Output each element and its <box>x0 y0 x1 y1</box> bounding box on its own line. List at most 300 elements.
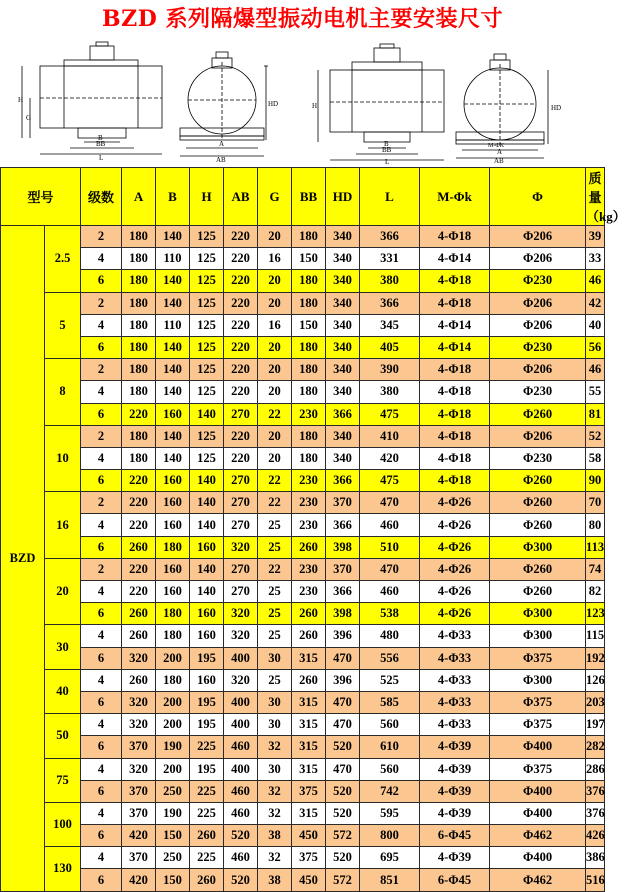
a-cell: 180 <box>122 292 156 314</box>
poles-cell: 6 <box>81 336 122 358</box>
l-cell: 585 <box>360 691 420 713</box>
b-cell: 140 <box>156 381 190 403</box>
l-cell: 800 <box>360 825 420 847</box>
hd-cell: 396 <box>326 625 360 647</box>
l-cell: 610 <box>360 736 420 758</box>
l-cell: 380 <box>360 270 420 292</box>
hd-cell: 520 <box>326 780 360 802</box>
poles-cell: 6 <box>81 603 122 625</box>
header-phi: Φ <box>490 168 586 226</box>
diameter-cell: Φ260 <box>490 558 586 580</box>
g-cell: 16 <box>258 248 292 270</box>
mounting-holes-cell: 4-Φ18 <box>420 270 490 292</box>
mounting-holes-cell: 4-Φ18 <box>420 403 490 425</box>
poles-cell: 6 <box>81 470 122 492</box>
b-cell: 140 <box>156 336 190 358</box>
b-cell: 250 <box>156 780 190 802</box>
h-cell: 125 <box>190 359 224 381</box>
hd-cell: 340 <box>326 425 360 447</box>
b-cell: 250 <box>156 847 190 869</box>
table-row <box>1 270 605 292</box>
l-cell: 475 <box>360 403 420 425</box>
a-cell: 420 <box>122 825 156 847</box>
table-row <box>1 780 605 802</box>
a-cell: 370 <box>122 802 156 824</box>
bb-cell: 180 <box>292 425 326 447</box>
hd-cell: 340 <box>326 359 360 381</box>
hd-cell: 470 <box>326 758 360 780</box>
ab-cell: 270 <box>224 403 258 425</box>
poles-cell: 6 <box>81 403 122 425</box>
table-body <box>1 226 605 892</box>
ab-cell: 520 <box>224 825 258 847</box>
g-cell: 32 <box>258 780 292 802</box>
diameter-cell: Φ260 <box>490 514 586 536</box>
bb-cell: 230 <box>292 581 326 603</box>
a-cell: 180 <box>122 425 156 447</box>
poles-cell: 2 <box>81 359 122 381</box>
h-cell: 225 <box>190 736 224 758</box>
mounting-holes-cell: 6-Φ45 <box>420 825 490 847</box>
hd-cell: 520 <box>326 802 360 824</box>
a-cell: 180 <box>122 314 156 336</box>
mounting-holes-cell: 4-Φ33 <box>420 691 490 713</box>
hd-cell: 370 <box>326 492 360 514</box>
h-cell: 260 <box>190 869 224 891</box>
l-cell: 475 <box>360 470 420 492</box>
bb-cell: 180 <box>292 292 326 314</box>
mass-cell: 386 <box>586 847 605 869</box>
vibration-force-cell: 20 <box>45 558 81 625</box>
g-cell: 20 <box>258 270 292 292</box>
hd-cell: 398 <box>326 603 360 625</box>
diameter-cell: Φ206 <box>490 314 586 336</box>
bb-cell: 450 <box>292 869 326 891</box>
bb-cell: 180 <box>292 226 326 248</box>
bb-cell: 315 <box>292 758 326 780</box>
hd-cell: 470 <box>326 714 360 736</box>
mass-cell: 376 <box>586 780 605 802</box>
diameter-cell: Φ400 <box>490 802 586 824</box>
hd-cell: 340 <box>326 447 360 469</box>
ab-cell: 220 <box>224 381 258 403</box>
mass-cell: 126 <box>586 669 605 691</box>
table-row <box>1 403 605 425</box>
table-row <box>1 381 605 403</box>
bb-cell: 315 <box>292 802 326 824</box>
table-row <box>1 825 605 847</box>
ab-cell: 270 <box>224 514 258 536</box>
l-cell: 595 <box>360 802 420 824</box>
b-cell: 110 <box>156 314 190 336</box>
mounting-holes-cell: 4-Φ39 <box>420 847 490 869</box>
bb-cell: 230 <box>292 492 326 514</box>
mounting-holes-cell: 4-Φ18 <box>420 292 490 314</box>
mounting-holes-cell: 4-Φ14 <box>420 314 490 336</box>
mass-cell: 46 <box>586 270 605 292</box>
mounting-holes-cell: 6-Φ45 <box>420 869 490 891</box>
l-cell: 460 <box>360 581 420 603</box>
mass-cell: 56 <box>586 336 605 358</box>
poles-cell: 2 <box>81 558 122 580</box>
h-cell: 140 <box>190 403 224 425</box>
bb-cell: 230 <box>292 514 326 536</box>
bb-cell: 180 <box>292 381 326 403</box>
mass-cell: 55 <box>586 381 605 403</box>
header-a: A <box>122 168 156 226</box>
hd-cell: 396 <box>326 669 360 691</box>
b-cell: 200 <box>156 758 190 780</box>
mass-cell: 197 <box>586 714 605 736</box>
dim-label: M-ΦK <box>488 143 505 149</box>
b-cell: 160 <box>156 470 190 492</box>
mass-cell: 115 <box>586 625 605 647</box>
g-cell: 20 <box>258 292 292 314</box>
l-cell: 366 <box>360 226 420 248</box>
header-ab: AB <box>224 168 258 226</box>
vibration-force-cell: 40 <box>45 669 81 713</box>
g-cell: 38 <box>258 825 292 847</box>
diameter-cell: Φ230 <box>490 447 586 469</box>
a-cell: 180 <box>122 270 156 292</box>
bb-cell: 315 <box>292 691 326 713</box>
g-cell: 32 <box>258 802 292 824</box>
diameter-cell: Φ400 <box>490 780 586 802</box>
a-cell: 320 <box>122 647 156 669</box>
table-row <box>1 492 605 514</box>
poles-cell: 2 <box>81 425 122 447</box>
a-cell: 220 <box>122 470 156 492</box>
mass-cell: 192 <box>586 647 605 669</box>
ab-cell: 270 <box>224 492 258 514</box>
mass-cell: 46 <box>586 359 605 381</box>
a-cell: 370 <box>122 780 156 802</box>
bb-cell: 230 <box>292 470 326 492</box>
diameter-cell: Φ400 <box>490 847 586 869</box>
l-cell: 345 <box>360 314 420 336</box>
b-cell: 150 <box>156 825 190 847</box>
g-cell: 22 <box>258 492 292 514</box>
drawing-end-view-right <box>456 54 561 165</box>
header-model: 型号 <box>1 168 81 226</box>
a-cell: 220 <box>122 492 156 514</box>
h-cell: 125 <box>190 381 224 403</box>
ab-cell: 270 <box>224 470 258 492</box>
g-cell: 20 <box>258 381 292 403</box>
diameter-cell: Φ462 <box>490 869 586 891</box>
bb-cell: 180 <box>292 359 326 381</box>
vibration-force-cell: 10 <box>45 425 81 492</box>
header-mk: M-Φk <box>420 168 490 226</box>
poles-cell: 2 <box>81 492 122 514</box>
l-cell: 460 <box>360 514 420 536</box>
bb-cell: 260 <box>292 669 326 691</box>
hd-cell: 520 <box>326 847 360 869</box>
diameter-cell: Φ230 <box>490 381 586 403</box>
mounting-holes-cell: 4-Φ39 <box>420 780 490 802</box>
mounting-holes-cell: 4-Φ26 <box>420 558 490 580</box>
diameter-cell: Φ462 <box>490 825 586 847</box>
dim-label: A <box>219 140 225 148</box>
poles-cell: 4 <box>81 847 122 869</box>
table-row <box>1 869 605 891</box>
l-cell: 410 <box>360 425 420 447</box>
mounting-holes-cell: 4-Φ26 <box>420 581 490 603</box>
ab-cell: 220 <box>224 270 258 292</box>
bb-cell: 315 <box>292 714 326 736</box>
diameter-cell: Φ260 <box>490 470 586 492</box>
poles-cell: 4 <box>81 714 122 736</box>
table-row <box>1 248 605 270</box>
l-cell: 695 <box>360 847 420 869</box>
b-cell: 150 <box>156 869 190 891</box>
mounting-holes-cell: 4-Φ33 <box>420 669 490 691</box>
dim-label: A <box>497 148 503 156</box>
dim-label: HD <box>268 100 279 108</box>
h-cell: 125 <box>190 248 224 270</box>
mass-cell: 516 <box>586 869 605 891</box>
l-cell: 380 <box>360 381 420 403</box>
a-cell: 220 <box>122 514 156 536</box>
hd-cell: 340 <box>326 336 360 358</box>
h-cell: 195 <box>190 758 224 780</box>
model-cell: BZD <box>1 226 45 892</box>
h-cell: 195 <box>190 647 224 669</box>
ab-cell: 320 <box>224 669 258 691</box>
vibration-force-cell: 16 <box>45 492 81 559</box>
b-cell: 190 <box>156 736 190 758</box>
hd-cell: 398 <box>326 536 360 558</box>
a-cell: 370 <box>122 847 156 869</box>
bb-cell: 230 <box>292 558 326 580</box>
mass-cell: 113 <box>586 536 605 558</box>
mass-cell: 203 <box>586 691 605 713</box>
g-cell: 20 <box>258 447 292 469</box>
mass-cell: 42 <box>586 292 605 314</box>
mounting-holes-cell: 4-Φ33 <box>420 625 490 647</box>
table-row <box>1 514 605 536</box>
a-cell: 320 <box>122 714 156 736</box>
l-cell: 390 <box>360 359 420 381</box>
dim-label: BB <box>96 140 106 148</box>
table-row <box>1 691 605 713</box>
poles-cell: 4 <box>81 381 122 403</box>
hd-cell: 340 <box>326 248 360 270</box>
g-cell: 16 <box>258 314 292 336</box>
l-cell: 742 <box>360 780 420 802</box>
mass-cell: 123 <box>586 603 605 625</box>
h-cell: 225 <box>190 802 224 824</box>
diameter-cell: Φ300 <box>490 625 586 647</box>
l-cell: 560 <box>360 758 420 780</box>
g-cell: 25 <box>258 536 292 558</box>
bb-cell: 375 <box>292 847 326 869</box>
g-cell: 32 <box>258 736 292 758</box>
table-row <box>1 292 605 314</box>
dim-label: B <box>98 134 103 142</box>
poles-cell: 4 <box>81 758 122 780</box>
h-cell: 125 <box>190 270 224 292</box>
g-cell: 25 <box>258 625 292 647</box>
hd-cell: 572 <box>326 869 360 891</box>
b-cell: 160 <box>156 581 190 603</box>
hd-cell: 340 <box>326 270 360 292</box>
mass-cell: 90 <box>586 470 605 492</box>
hd-cell: 340 <box>326 292 360 314</box>
diameter-cell: Φ260 <box>490 581 586 603</box>
mass-cell: 82 <box>586 581 605 603</box>
diameter-cell: Φ206 <box>490 292 586 314</box>
dim-label: H <box>18 96 24 104</box>
bb-cell: 180 <box>292 447 326 469</box>
ab-cell: 270 <box>224 558 258 580</box>
hd-cell: 572 <box>326 825 360 847</box>
diameter-cell: Φ206 <box>490 425 586 447</box>
installation-drawings <box>0 36 605 164</box>
mounting-holes-cell: 4-Φ14 <box>420 248 490 270</box>
a-cell: 370 <box>122 736 156 758</box>
g-cell: 20 <box>258 336 292 358</box>
h-cell: 125 <box>190 425 224 447</box>
l-cell: 851 <box>360 869 420 891</box>
diameter-cell: Φ230 <box>490 336 586 358</box>
h-cell: 140 <box>190 581 224 603</box>
bb-cell: 150 <box>292 248 326 270</box>
ab-cell: 520 <box>224 869 258 891</box>
bb-cell: 230 <box>292 403 326 425</box>
b-cell: 200 <box>156 714 190 736</box>
table-row <box>1 647 605 669</box>
ab-cell: 220 <box>224 226 258 248</box>
a-cell: 180 <box>122 381 156 403</box>
mass-cell: 80 <box>586 514 605 536</box>
h-cell: 160 <box>190 536 224 558</box>
hd-cell: 340 <box>326 314 360 336</box>
poles-cell: 4 <box>81 581 122 603</box>
poles-cell: 6 <box>81 647 122 669</box>
mounting-holes-cell: 4-Φ18 <box>420 470 490 492</box>
header-g: G <box>258 168 292 226</box>
mounting-holes-cell: 4-Φ18 <box>420 226 490 248</box>
b-cell: 190 <box>156 802 190 824</box>
a-cell: 260 <box>122 669 156 691</box>
dim-label: AB <box>216 156 226 164</box>
h-cell: 160 <box>190 625 224 647</box>
dim-label: HD <box>551 104 562 112</box>
ab-cell: 270 <box>224 581 258 603</box>
bb-cell: 260 <box>292 603 326 625</box>
g-cell: 20 <box>258 359 292 381</box>
bb-cell: 375 <box>292 780 326 802</box>
b-cell: 160 <box>156 492 190 514</box>
h-cell: 140 <box>190 558 224 580</box>
drawing-side-view-right <box>312 44 444 166</box>
poles-cell: 6 <box>81 736 122 758</box>
ab-cell: 400 <box>224 758 258 780</box>
table-row <box>1 314 605 336</box>
table-row <box>1 425 605 447</box>
header-hd: HD <box>326 168 360 226</box>
g-cell: 32 <box>258 847 292 869</box>
l-cell: 525 <box>360 669 420 691</box>
poles-cell: 4 <box>81 514 122 536</box>
poles-cell: 2 <box>81 292 122 314</box>
b-cell: 180 <box>156 603 190 625</box>
h-cell: 225 <box>190 847 224 869</box>
diameter-cell: Φ375 <box>490 691 586 713</box>
b-cell: 160 <box>156 403 190 425</box>
bb-cell: 260 <box>292 536 326 558</box>
l-cell: 556 <box>360 647 420 669</box>
header-bb: BB <box>292 168 326 226</box>
b-cell: 140 <box>156 270 190 292</box>
ab-cell: 460 <box>224 802 258 824</box>
table-row <box>1 603 605 625</box>
dimensions-table <box>0 167 626 892</box>
ab-cell: 220 <box>224 292 258 314</box>
table-row <box>1 758 605 780</box>
a-cell: 180 <box>122 336 156 358</box>
table-row <box>1 802 605 824</box>
l-cell: 480 <box>360 625 420 647</box>
ab-cell: 220 <box>224 447 258 469</box>
l-cell: 331 <box>360 248 420 270</box>
ab-cell: 400 <box>224 714 258 736</box>
ab-cell: 220 <box>224 359 258 381</box>
mass-cell: 286 <box>586 758 605 780</box>
bb-cell: 180 <box>292 336 326 358</box>
poles-cell: 6 <box>81 270 122 292</box>
mass-cell: 58 <box>586 447 605 469</box>
diameter-cell: Φ375 <box>490 714 586 736</box>
ab-cell: 220 <box>224 425 258 447</box>
diameter-cell: Φ206 <box>490 226 586 248</box>
a-cell: 220 <box>122 581 156 603</box>
h-cell: 125 <box>190 292 224 314</box>
drawing-side-view-left <box>18 42 162 162</box>
g-cell: 25 <box>258 603 292 625</box>
mounting-holes-cell: 4-Φ39 <box>420 736 490 758</box>
diameter-cell: Φ260 <box>490 492 586 514</box>
diameter-cell: Φ375 <box>490 758 586 780</box>
ab-cell: 460 <box>224 847 258 869</box>
h-cell: 125 <box>190 314 224 336</box>
table-row <box>1 847 605 869</box>
h-cell: 195 <box>190 691 224 713</box>
g-cell: 22 <box>258 403 292 425</box>
b-cell: 140 <box>156 425 190 447</box>
vibration-force-cell: 2.5 <box>45 226 81 293</box>
table-row <box>1 714 605 736</box>
table-row <box>1 581 605 603</box>
b-cell: 140 <box>156 292 190 314</box>
h-cell: 160 <box>190 603 224 625</box>
g-cell: 30 <box>258 758 292 780</box>
b-cell: 200 <box>156 647 190 669</box>
mounting-holes-cell: 4-Φ26 <box>420 492 490 514</box>
ab-cell: 460 <box>224 736 258 758</box>
g-cell: 30 <box>258 691 292 713</box>
ab-cell: 220 <box>224 248 258 270</box>
a-cell: 180 <box>122 359 156 381</box>
poles-cell: 6 <box>81 691 122 713</box>
b-cell: 180 <box>156 669 190 691</box>
poles-cell: 4 <box>81 625 122 647</box>
poles-cell: 2 <box>81 226 122 248</box>
l-cell: 560 <box>360 714 420 736</box>
bb-cell: 150 <box>292 314 326 336</box>
mounting-holes-cell: 4-Φ18 <box>420 447 490 469</box>
